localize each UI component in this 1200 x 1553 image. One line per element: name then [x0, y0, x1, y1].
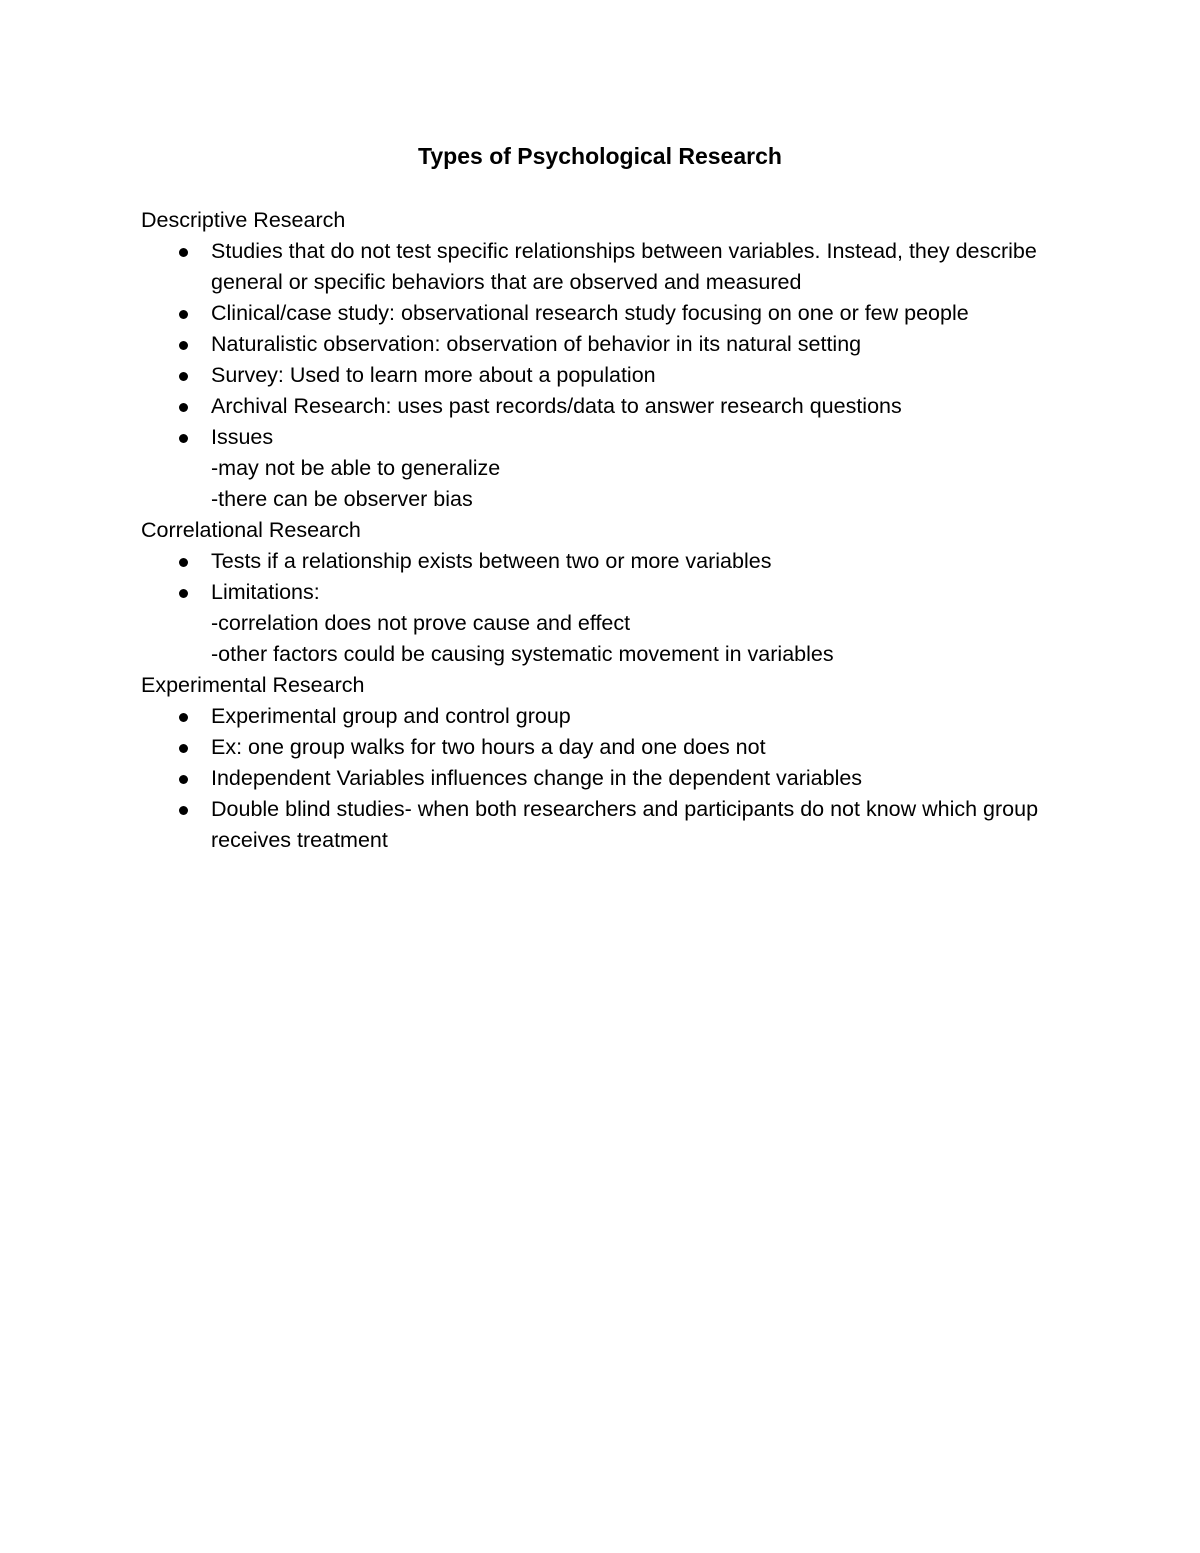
list-item: [211, 732, 1081, 763]
bullet-icon: [179, 775, 188, 784]
list-item: [211, 422, 1081, 515]
list-item: [211, 329, 1081, 360]
list-item-text: Clinical/case study: observational research study focusing on one or few people: [211, 301, 969, 325]
list-item: [211, 546, 1081, 577]
list-item-text: Experimental group and control group: [211, 704, 571, 728]
list-item: [211, 236, 1081, 298]
bullet-icon: [179, 403, 188, 412]
bullet-list: [141, 546, 1081, 670]
list-item-text: Archival Research: uses past records/data to answer research questions: [211, 394, 902, 418]
bullet-icon: [179, 806, 188, 815]
list-item-subpoint: -other factors could be causing systematic movement in variables: [211, 642, 834, 666]
document-title: Types of Psychological Research: [418, 143, 782, 169]
section-heading: Correlational Research: [141, 518, 361, 542]
list-item: [211, 763, 1081, 794]
list-item-text: Naturalistic observation: observation of behavior in its natural setting: [211, 332, 862, 356]
bullet-icon: [179, 558, 188, 567]
bullet-list: [141, 236, 1081, 515]
document-body: [141, 205, 1081, 856]
list-item-text: Issues: [211, 425, 274, 449]
bullet-icon: [179, 372, 188, 381]
section-heading: Experimental Research: [141, 673, 365, 697]
bullet-icon: [179, 744, 188, 753]
list-item-text: Tests if a relationship exists between two or more variables: [211, 549, 772, 573]
bullet-icon: [179, 341, 188, 350]
list-item: [211, 701, 1081, 732]
list-item: [211, 360, 1081, 391]
list-item-text: Studies that do not test specific relationships between variables. Instead, they describe general or specific behaviors that are observed and measured: [211, 239, 1037, 294]
bullet-icon: [179, 589, 188, 598]
list-item-text: Limitations:: [211, 580, 320, 604]
bullet-icon: [179, 713, 188, 722]
list-item-text: Independent Variables influences change in the dependent variables: [211, 766, 863, 790]
list-item-subpoint: -may not be able to generalize: [211, 456, 501, 480]
list-item: [211, 794, 1081, 856]
list-item-text: Ex: one group walks for two hours a day and one does not: [211, 735, 766, 759]
list-item-subpoint: -correlation does not prove cause and effect: [211, 611, 631, 635]
list-item-subpoint: -there can be observer bias: [211, 487, 473, 511]
bullet-list: [141, 701, 1081, 856]
bullet-icon: [179, 434, 188, 443]
list-item-text: Double blind studies- when both researchers and participants do not know which group receives treatment: [211, 797, 1039, 852]
section-heading: Descriptive Research: [141, 208, 346, 232]
list-item: [211, 298, 1081, 329]
bullet-icon: [179, 310, 188, 319]
bullet-icon: [179, 248, 188, 257]
list-item: [211, 391, 1081, 422]
list-item-text: Survey: Used to learn more about a population: [211, 363, 656, 387]
list-item: [211, 577, 1081, 670]
